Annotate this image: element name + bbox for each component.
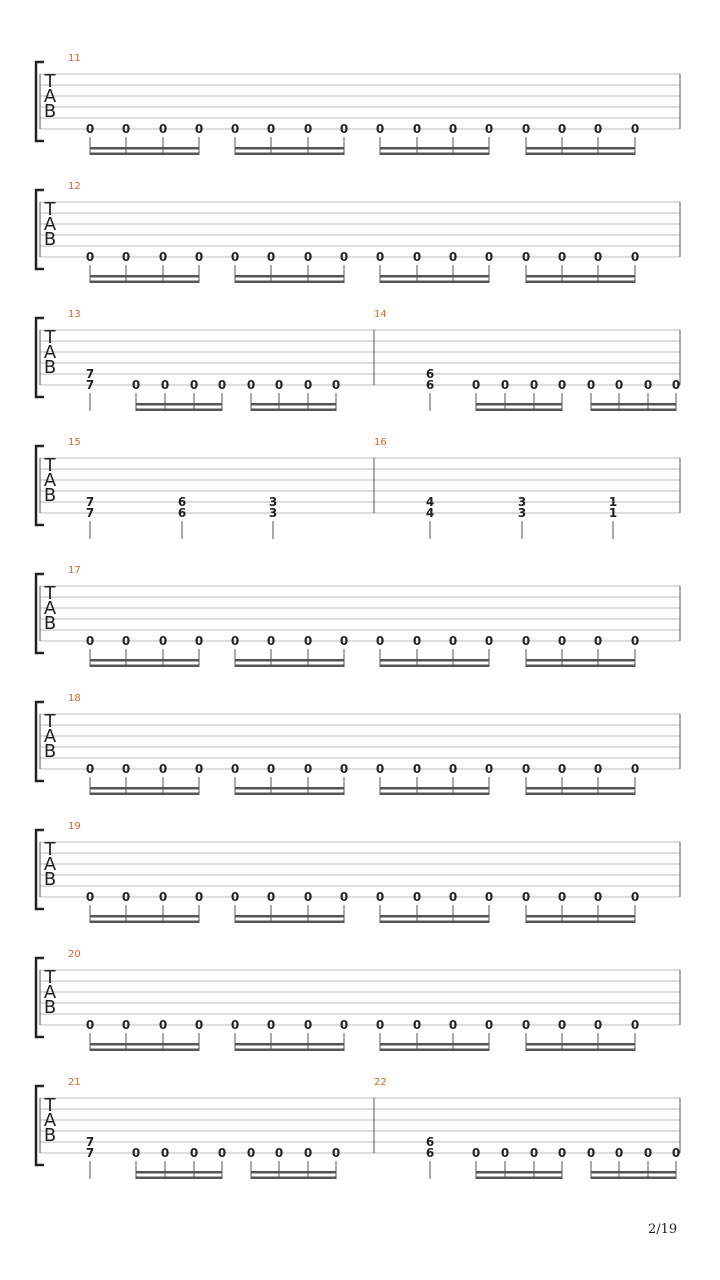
beam xyxy=(251,403,336,406)
fret-number: 0 xyxy=(85,1018,95,1032)
beam xyxy=(526,793,635,796)
fret-number: 0 xyxy=(375,122,385,136)
beam xyxy=(90,153,199,156)
beam xyxy=(476,1171,562,1174)
beam xyxy=(380,147,489,150)
tab-clef-letter: A xyxy=(43,726,57,747)
fret-number: 0 xyxy=(593,122,603,136)
fret-number: 0 xyxy=(160,1146,170,1160)
fret-number: 0 xyxy=(521,1018,531,1032)
beam xyxy=(235,787,344,790)
fret-number: 0 xyxy=(412,250,422,264)
fret-number: 0 xyxy=(448,890,458,904)
fret-number: 0 xyxy=(194,762,204,776)
beam xyxy=(90,275,199,278)
measure-number: 12 xyxy=(68,181,81,192)
fret-number: 0 xyxy=(412,1018,422,1032)
fret-number: 0 xyxy=(266,250,276,264)
beam xyxy=(591,1171,676,1174)
fret-number: 0 xyxy=(158,762,168,776)
fret-number: 0 xyxy=(230,122,240,136)
measure-number: 16 xyxy=(374,437,387,448)
fret-number: 0 xyxy=(643,1146,653,1160)
beam xyxy=(235,921,344,924)
fret-number: 0 xyxy=(339,890,349,904)
beam xyxy=(380,275,489,278)
tab-clef-letter: A xyxy=(43,86,57,107)
measure-number: 15 xyxy=(68,437,81,448)
beam xyxy=(476,409,562,412)
fret-number: 0 xyxy=(586,378,596,392)
measure-number: 18 xyxy=(68,693,81,704)
fret-number: 0 xyxy=(557,762,567,776)
fret-number: 0 xyxy=(448,634,458,648)
fret-number: 0 xyxy=(303,378,313,392)
measure-number: 20 xyxy=(68,949,81,960)
tab-clef-letter: T xyxy=(44,455,56,476)
fret-number: 0 xyxy=(643,378,653,392)
fret-number: 0 xyxy=(331,1146,341,1160)
beam xyxy=(235,1049,344,1052)
beam xyxy=(526,1049,635,1052)
measure-number: 22 xyxy=(374,1077,387,1088)
beam xyxy=(235,793,344,796)
fret-number: 0 xyxy=(158,122,168,136)
beam xyxy=(235,147,344,150)
beam xyxy=(591,403,676,406)
fret-number: 0 xyxy=(246,1146,256,1160)
tab-clef-letter: A xyxy=(43,342,57,363)
fret-number: 7 xyxy=(85,378,95,392)
fret-number: 0 xyxy=(484,250,494,264)
beam xyxy=(380,659,489,662)
fret-number: 0 xyxy=(303,122,313,136)
fret-number: 3 xyxy=(517,506,527,520)
fret-number: 0 xyxy=(266,890,276,904)
fret-number: 0 xyxy=(521,250,531,264)
fret-number: 0 xyxy=(160,378,170,392)
beam xyxy=(380,153,489,156)
fret-number: 0 xyxy=(412,890,422,904)
fret-number: 0 xyxy=(339,762,349,776)
fret-number: 0 xyxy=(158,250,168,264)
fret-number: 0 xyxy=(230,634,240,648)
beam xyxy=(251,1171,336,1174)
fret-number: 0 xyxy=(593,1018,603,1032)
fret-number: 0 xyxy=(194,890,204,904)
fret-number: 0 xyxy=(303,1146,313,1160)
tab-clef-letter: T xyxy=(44,967,56,988)
fret-number: 0 xyxy=(266,1018,276,1032)
fret-number: 7 xyxy=(85,1135,95,1149)
beam xyxy=(526,147,635,150)
fret-number: 0 xyxy=(85,634,95,648)
fret-number: 0 xyxy=(85,250,95,264)
tab-clef-letter: T xyxy=(44,583,56,604)
beam xyxy=(136,1171,222,1174)
beam xyxy=(136,403,222,406)
fret-number: 6 xyxy=(425,367,435,381)
beam xyxy=(591,1177,676,1180)
tab-clef-letter: A xyxy=(43,214,57,235)
fret-number: 4 xyxy=(425,506,435,520)
tab-clef-letter: B xyxy=(43,1125,57,1146)
fret-number: 7 xyxy=(85,367,95,381)
fret-number: 0 xyxy=(131,1146,141,1160)
fret-number: 0 xyxy=(230,762,240,776)
fret-number: 0 xyxy=(85,890,95,904)
fret-number: 0 xyxy=(557,378,567,392)
beam xyxy=(526,787,635,790)
beam xyxy=(235,915,344,918)
fret-number: 0 xyxy=(593,762,603,776)
fret-number: 6 xyxy=(177,495,187,509)
fret-number: 0 xyxy=(194,1018,204,1032)
fret-number: 7 xyxy=(85,495,95,509)
fret-number: 0 xyxy=(194,634,204,648)
beam xyxy=(380,665,489,668)
fret-number: 0 xyxy=(339,1018,349,1032)
beam xyxy=(526,275,635,278)
beam xyxy=(380,793,489,796)
measure-number: 14 xyxy=(374,309,387,320)
beam xyxy=(380,915,489,918)
fret-number: 6 xyxy=(177,506,187,520)
beam xyxy=(136,1177,222,1180)
beam xyxy=(90,281,199,284)
fret-number: 0 xyxy=(521,122,531,136)
beam xyxy=(235,153,344,156)
fret-number: 0 xyxy=(529,1146,539,1160)
beam xyxy=(251,409,336,412)
fret-number: 0 xyxy=(630,122,640,136)
fret-number: 0 xyxy=(630,1018,640,1032)
fret-number: 0 xyxy=(194,122,204,136)
fret-number: 0 xyxy=(521,634,531,648)
fret-number: 0 xyxy=(500,1146,510,1160)
fret-number: 0 xyxy=(557,1018,567,1032)
tab-clef-letter: B xyxy=(43,101,57,122)
fret-number: 0 xyxy=(158,634,168,648)
fret-number: 0 xyxy=(266,762,276,776)
fret-number: 0 xyxy=(484,122,494,136)
beam xyxy=(136,409,222,412)
fret-number: 0 xyxy=(121,122,131,136)
beam xyxy=(235,281,344,284)
fret-number: 0 xyxy=(484,634,494,648)
fret-number: 4 xyxy=(425,495,435,509)
tab-clef-letter: A xyxy=(43,1110,57,1131)
fret-number: 0 xyxy=(303,762,313,776)
beam xyxy=(526,1043,635,1046)
fret-number: 0 xyxy=(557,1146,567,1160)
fret-number: 0 xyxy=(339,634,349,648)
beam xyxy=(380,787,489,790)
fret-number: 0 xyxy=(471,1146,481,1160)
beam xyxy=(476,1177,562,1180)
fret-number: 3 xyxy=(517,495,527,509)
beam xyxy=(476,403,562,406)
tab-clef-letter: T xyxy=(44,1095,56,1116)
fret-number: 0 xyxy=(303,250,313,264)
measure-number: 13 xyxy=(68,309,81,320)
fret-number: 0 xyxy=(230,890,240,904)
fret-number: 0 xyxy=(274,1146,284,1160)
tab-clef-letter: A xyxy=(43,854,57,875)
tab-clef-letter: A xyxy=(43,982,57,1003)
tab-clef-letter: T xyxy=(44,711,56,732)
fret-number: 0 xyxy=(331,378,341,392)
fret-number: 0 xyxy=(593,890,603,904)
fret-number: 0 xyxy=(375,890,385,904)
fret-number: 0 xyxy=(586,1146,596,1160)
fret-number: 0 xyxy=(557,122,567,136)
beam xyxy=(90,659,199,662)
fret-number: 0 xyxy=(630,634,640,648)
beam xyxy=(90,921,199,924)
fret-number: 0 xyxy=(303,1018,313,1032)
fret-number: 0 xyxy=(593,634,603,648)
tab-clef-letter: B xyxy=(43,229,57,250)
fret-number: 7 xyxy=(85,1146,95,1160)
fret-number: 0 xyxy=(448,250,458,264)
tab-clef-letter: T xyxy=(44,71,56,92)
fret-number: 0 xyxy=(557,634,567,648)
fret-number: 0 xyxy=(521,762,531,776)
fret-number: 0 xyxy=(158,1018,168,1032)
fret-number: 0 xyxy=(471,378,481,392)
fret-number: 0 xyxy=(230,1018,240,1032)
tab-clef-letter: B xyxy=(43,997,57,1018)
fret-number: 0 xyxy=(448,762,458,776)
tab-clef-letter: B xyxy=(43,357,57,378)
fret-number: 0 xyxy=(121,634,131,648)
beam xyxy=(380,1049,489,1052)
fret-number: 0 xyxy=(217,378,227,392)
fret-number: 0 xyxy=(266,634,276,648)
beam xyxy=(380,281,489,284)
fret-number: 0 xyxy=(375,1018,385,1032)
tab-clef-letter: B xyxy=(43,869,57,890)
beam xyxy=(235,665,344,668)
beam xyxy=(235,1043,344,1046)
tab-clef-letter: T xyxy=(44,839,56,860)
tab-clef-letter: B xyxy=(43,741,57,762)
beam xyxy=(235,275,344,278)
fret-number: 6 xyxy=(425,1135,435,1149)
fret-number: 0 xyxy=(593,250,603,264)
beam xyxy=(90,787,199,790)
measure-number: 17 xyxy=(68,565,81,576)
fret-number: 3 xyxy=(268,495,278,509)
fret-number: 0 xyxy=(448,1018,458,1032)
measure-number: 19 xyxy=(68,821,81,832)
fret-number: 0 xyxy=(121,890,131,904)
beam xyxy=(90,1043,199,1046)
fret-number: 0 xyxy=(500,378,510,392)
fret-number: 0 xyxy=(375,762,385,776)
beam xyxy=(526,921,635,924)
fret-number: 0 xyxy=(614,1146,624,1160)
fret-number: 0 xyxy=(303,890,313,904)
fret-number: 0 xyxy=(630,890,640,904)
fret-number: 6 xyxy=(425,1146,435,1160)
fret-number: 0 xyxy=(412,122,422,136)
beam xyxy=(235,659,344,662)
beam xyxy=(251,1177,336,1180)
fret-number: 0 xyxy=(158,890,168,904)
fret-number: 0 xyxy=(339,250,349,264)
tab-clef-letter: B xyxy=(43,485,57,506)
fret-number: 0 xyxy=(484,1018,494,1032)
tab-clef-letter: A xyxy=(43,470,57,491)
beam xyxy=(90,147,199,150)
fret-number: 1 xyxy=(608,495,618,509)
fret-number: 7 xyxy=(85,506,95,520)
tab-clef-letter: A xyxy=(43,598,57,619)
beam xyxy=(526,153,635,156)
page-number: 2/19 xyxy=(648,1222,678,1237)
beam xyxy=(90,915,199,918)
beam xyxy=(90,1049,199,1052)
fret-number: 0 xyxy=(375,634,385,648)
fret-number: 0 xyxy=(630,762,640,776)
fret-number: 0 xyxy=(671,1146,681,1160)
beam xyxy=(90,793,199,796)
fret-number: 0 xyxy=(85,762,95,776)
beam xyxy=(526,659,635,662)
beam xyxy=(526,915,635,918)
fret-number: 0 xyxy=(448,122,458,136)
beam xyxy=(591,409,676,412)
fret-number: 0 xyxy=(557,250,567,264)
beam xyxy=(526,281,635,284)
fret-number: 0 xyxy=(194,250,204,264)
fret-number: 0 xyxy=(121,250,131,264)
fret-number: 0 xyxy=(266,122,276,136)
measure-number: 21 xyxy=(68,1077,81,1088)
fret-number: 0 xyxy=(121,762,131,776)
fret-number: 0 xyxy=(375,250,385,264)
beam xyxy=(526,665,635,668)
fret-number: 0 xyxy=(85,122,95,136)
beam xyxy=(90,665,199,668)
fret-number: 0 xyxy=(303,634,313,648)
fret-number: 0 xyxy=(521,890,531,904)
fret-number: 0 xyxy=(131,378,141,392)
tab-clef-letter: B xyxy=(43,613,57,634)
beam xyxy=(380,921,489,924)
tab-clef-letter: T xyxy=(44,199,56,220)
tab-clef-letter: T xyxy=(44,327,56,348)
fret-number: 0 xyxy=(412,634,422,648)
measure-number: 11 xyxy=(68,53,81,64)
fret-number: 1 xyxy=(608,506,618,520)
fret-number: 0 xyxy=(121,1018,131,1032)
fret-number: 0 xyxy=(230,250,240,264)
fret-number: 3 xyxy=(268,506,278,520)
fret-number: 0 xyxy=(339,122,349,136)
fret-number: 0 xyxy=(484,890,494,904)
fret-number: 0 xyxy=(671,378,681,392)
fret-number: 0 xyxy=(189,1146,199,1160)
fret-number: 0 xyxy=(630,250,640,264)
fret-number: 0 xyxy=(217,1146,227,1160)
fret-number: 0 xyxy=(189,378,199,392)
fret-number: 0 xyxy=(614,378,624,392)
beam xyxy=(380,1043,489,1046)
fret-number: 0 xyxy=(274,378,284,392)
fret-number: 0 xyxy=(246,378,256,392)
fret-number: 0 xyxy=(412,762,422,776)
fret-number: 0 xyxy=(557,890,567,904)
fret-number: 0 xyxy=(484,762,494,776)
fret-number: 0 xyxy=(529,378,539,392)
fret-number: 6 xyxy=(425,378,435,392)
